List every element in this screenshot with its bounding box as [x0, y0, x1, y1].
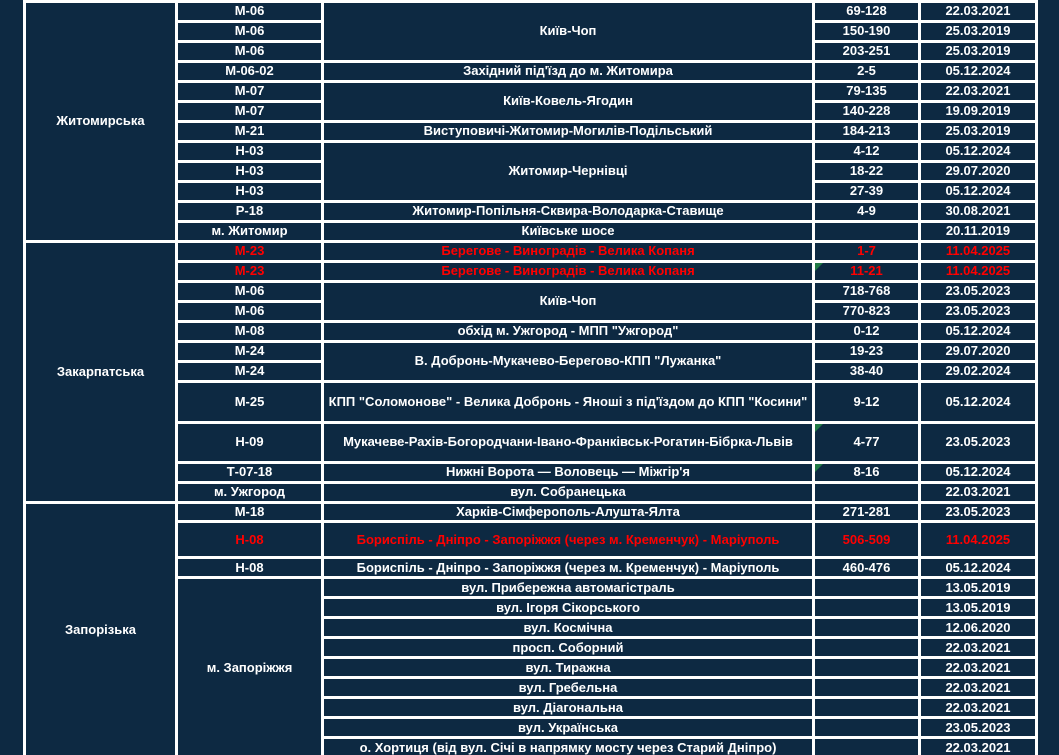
date-cell: 11.04.2025 — [920, 262, 1037, 282]
km-range-cell — [814, 618, 920, 638]
route-name-cell: Київ-Ковель-Ягодин — [323, 82, 814, 122]
km-range-value: 460-476 — [842, 559, 891, 575]
table-row — [25, 142, 1037, 162]
table-row — [25, 82, 1037, 102]
date-cell: 05.12.2024 — [920, 62, 1037, 82]
km-range-cell — [814, 638, 920, 658]
route-name-cell: вул. Гребельна — [323, 678, 814, 698]
table-row — [25, 483, 1037, 503]
date-cell: 22.03.2021 — [920, 638, 1037, 658]
km-range-value: 11-21 — [850, 263, 883, 279]
route-name-cell: Виступовичі-Житомир-Могилів-Подільський — [323, 122, 814, 142]
table-row — [25, 463, 1037, 483]
km-range-value: 140-228 — [842, 103, 891, 119]
road-code-cell: М-18 — [177, 503, 323, 522]
km-range-value: 718-768 — [842, 283, 891, 299]
km-range-value: 27-39 — [849, 183, 884, 199]
date-cell: 05.12.2024 — [920, 182, 1037, 202]
km-range-value: 19-23 — [849, 343, 884, 359]
date-cell: 05.12.2024 — [920, 322, 1037, 342]
route-name-cell: Берегове - Виноградів - Велика Копаня — [323, 242, 814, 262]
km-range-value: 9-12 — [853, 393, 880, 409]
road-code-cell: Н-08 — [177, 522, 323, 558]
route-name-cell: Берегове - Виноградів - Велика Копаня — [323, 262, 814, 282]
km-range-cell — [814, 122, 920, 142]
km-range-cell — [814, 362, 920, 382]
km-range-value: 150-190 — [842, 23, 891, 39]
table-body — [25, 2, 1037, 755]
date-cell: 13.05.2019 — [920, 578, 1037, 598]
table-row — [25, 282, 1037, 302]
route-name-cell: Харків-Сімферополь-Алушта-Ялта — [323, 503, 814, 522]
road-code-cell: М-23 — [177, 262, 323, 282]
table-row — [25, 242, 1037, 262]
km-range-value: 69-128 — [846, 3, 887, 19]
comment-flag-icon — [815, 263, 823, 271]
road-code-cell: М-24 — [177, 362, 323, 382]
route-name-cell: вул. Тиражна — [323, 658, 814, 678]
route-name-cell: Київ-Чоп — [323, 282, 814, 322]
table-row — [25, 262, 1037, 282]
road-code-cell: М-07 — [177, 82, 323, 102]
km-range-cell — [814, 242, 920, 262]
route-name-cell: вул. Прибережна автомагістраль — [323, 578, 814, 598]
km-range-cell — [814, 222, 920, 242]
km-range-cell — [814, 698, 920, 718]
road-code-cell: Н-08 — [177, 558, 323, 578]
km-range-cell — [814, 302, 920, 322]
km-range-cell — [814, 503, 920, 522]
km-range-cell — [814, 42, 920, 62]
date-cell: 29.02.2024 — [920, 362, 1037, 382]
date-cell: 22.03.2021 — [920, 698, 1037, 718]
region-cell: Запорізька — [25, 503, 177, 755]
region-cell: Житомирська — [25, 2, 177, 242]
route-name-cell: В. Добронь-Мукачево-Берегово-КПП "Лужанка" — [323, 342, 814, 382]
km-range-value: 2-5 — [857, 63, 876, 79]
road-code-cell: Р-18 — [177, 202, 323, 222]
km-range-cell — [814, 382, 920, 423]
date-cell: 25.03.2019 — [920, 22, 1037, 42]
km-range-value: 4-12 — [853, 143, 880, 159]
route-name-cell: вул. Космічна — [323, 618, 814, 638]
date-cell: 05.12.2024 — [920, 463, 1037, 483]
km-range-cell — [814, 598, 920, 618]
table-row — [25, 62, 1037, 82]
table-row — [25, 222, 1037, 242]
km-range-value: 1-7 — [857, 243, 876, 259]
table-row — [25, 423, 1037, 463]
date-cell: 05.12.2024 — [920, 142, 1037, 162]
km-range-value: 4-9 — [857, 203, 876, 219]
date-cell: 11.04.2025 — [920, 522, 1037, 558]
km-range-value: 38-40 — [849, 363, 884, 379]
km-range-cell — [814, 22, 920, 42]
road-code-cell: М-24 — [177, 342, 323, 362]
comment-flag-icon — [815, 464, 823, 472]
road-code-cell: Н-03 — [177, 182, 323, 202]
table-row — [25, 558, 1037, 578]
km-range-value: 0-12 — [853, 323, 880, 339]
route-name-cell: вул. Собранецька — [323, 483, 814, 503]
road-code-cell: М-25 — [177, 382, 323, 423]
route-name-cell: Бориспіль - Дніпро - Запоріжжя (через м. Кременчук) - Маріуполь — [323, 558, 814, 578]
km-range-cell — [814, 142, 920, 162]
road-repair-table — [23, 0, 1038, 755]
km-range-cell — [814, 578, 920, 598]
road-code-cell: М-06 — [177, 302, 323, 322]
km-range-value: 506-509 — [842, 531, 891, 547]
date-cell: 20.11.2019 — [920, 222, 1037, 242]
km-range-value: 4-77 — [853, 434, 880, 450]
km-range-value: 770-823 — [842, 303, 891, 319]
route-name-cell: Житомир-Чернівці — [323, 142, 814, 202]
date-cell: 30.08.2021 — [920, 202, 1037, 222]
road-code-cell: М-06 — [177, 42, 323, 62]
date-cell: 23.05.2023 — [920, 718, 1037, 738]
km-range-cell — [814, 62, 920, 82]
km-range-value: 184-213 — [842, 123, 891, 139]
table-row — [25, 522, 1037, 558]
km-range-cell — [814, 658, 920, 678]
table-row — [25, 2, 1037, 22]
km-range-cell — [814, 423, 920, 463]
km-range-value: 271-281 — [842, 504, 891, 519]
km-range-cell — [814, 558, 920, 578]
route-name-cell: Мукачеве-Рахів-Богородчани-Івано-Франківськ-Рогатин-Бібрка-Львів — [323, 423, 814, 463]
date-cell: 22.03.2021 — [920, 738, 1037, 755]
table-row — [25, 503, 1037, 522]
route-name-cell: вул. Діагональна — [323, 698, 814, 718]
date-cell: 22.03.2021 — [920, 678, 1037, 698]
table-row — [25, 122, 1037, 142]
km-range-value: 203-251 — [842, 43, 891, 59]
route-name-cell: Житомир-Попільня-Сквира-Володарка-Ставище — [323, 202, 814, 222]
date-cell: 23.05.2023 — [920, 282, 1037, 302]
km-range-cell — [814, 182, 920, 202]
date-cell: 22.03.2021 — [920, 82, 1037, 102]
road-code-cell: м. Ужгород — [177, 483, 323, 503]
road-code-cell: м. Житомир — [177, 222, 323, 242]
date-cell: 25.03.2019 — [920, 122, 1037, 142]
road-code-cell: М-23 — [177, 242, 323, 262]
route-name-cell: просп. Соборний — [323, 638, 814, 658]
table-row — [25, 382, 1037, 423]
comment-flag-icon — [815, 424, 823, 432]
date-cell: 29.07.2020 — [920, 342, 1037, 362]
km-range-cell — [814, 162, 920, 182]
km-range-cell — [814, 342, 920, 362]
km-range-cell — [814, 282, 920, 302]
date-cell: 12.06.2020 — [920, 618, 1037, 638]
date-cell: 22.03.2021 — [920, 2, 1037, 22]
date-cell: 05.12.2024 — [920, 382, 1037, 423]
route-name-cell: Київське шосе — [323, 222, 814, 242]
road-code-cell: Н-09 — [177, 423, 323, 463]
km-range-cell — [814, 678, 920, 698]
route-name-cell: вул. Українська — [323, 718, 814, 738]
route-name-cell: Західний під'їзд до м. Житомира — [323, 62, 814, 82]
road-code-cell: М-06 — [177, 282, 323, 302]
km-range-cell — [814, 483, 920, 503]
km-range-value: 18-22 — [849, 163, 884, 179]
road-code-cell: М-21 — [177, 122, 323, 142]
road-code-cell: Н-03 — [177, 162, 323, 182]
road-code-cell: М-07 — [177, 102, 323, 122]
route-name-cell: КПП "Соломонове" - Велика Добронь - Яноші з під'їздом до КПП "Косини" — [323, 382, 814, 423]
date-cell: 13.05.2019 — [920, 598, 1037, 618]
road-code-cell: М-06 — [177, 22, 323, 42]
table-row — [25, 322, 1037, 342]
table-row — [25, 578, 1037, 598]
km-range-cell — [814, 322, 920, 342]
route-name-cell: о. Хортиця (від вул. Січі в напрямку мосту через Старий Дніпро) — [323, 738, 814, 755]
route-name-cell: Нижні Ворота — Воловець — Міжгір'я — [323, 463, 814, 483]
road-code-cell: Т-07-18 — [177, 463, 323, 483]
date-cell: 25.03.2019 — [920, 42, 1037, 62]
road-code-cell: М-06-02 — [177, 62, 323, 82]
date-cell: 23.05.2023 — [920, 503, 1037, 522]
road-code-cell: М-08 — [177, 322, 323, 342]
date-cell: 23.05.2023 — [920, 302, 1037, 322]
route-name-cell: Бориспіль - Дніпро - Запоріжжя (через м. Кременчук) - Маріуполь — [323, 522, 814, 558]
km-range-cell — [814, 202, 920, 222]
date-cell: 22.03.2021 — [920, 658, 1037, 678]
date-cell: 05.12.2024 — [920, 558, 1037, 578]
km-range-cell — [814, 2, 920, 22]
km-range-cell — [814, 82, 920, 102]
km-range-cell — [814, 463, 920, 483]
route-name-cell: Київ-Чоп — [323, 2, 814, 62]
date-cell: 23.05.2023 — [920, 423, 1037, 463]
km-range-cell — [814, 102, 920, 122]
km-range-cell — [814, 522, 920, 558]
road-code-cell: М-06 — [177, 2, 323, 22]
table-row — [25, 342, 1037, 362]
route-name-cell: вул. Ігоря Сікорського — [323, 598, 814, 618]
table-row — [25, 202, 1037, 222]
date-cell: 19.09.2019 — [920, 102, 1037, 122]
date-cell: 22.03.2021 — [920, 483, 1037, 503]
date-cell: 11.04.2025 — [920, 242, 1037, 262]
km-range-cell — [814, 738, 920, 755]
route-name-cell: обхід м. Ужгород - МПП "Ужгород" — [323, 322, 814, 342]
date-cell: 29.07.2020 — [920, 162, 1037, 182]
road-code-cell: Н-03 — [177, 142, 323, 162]
km-range-value: 79-135 — [846, 83, 887, 99]
road-code-cell: м. Запоріжжя — [177, 578, 323, 755]
km-range-cell — [814, 718, 920, 738]
km-range-value: 8-16 — [853, 464, 880, 480]
km-range-cell — [814, 262, 920, 282]
region-cell: Закарпатська — [25, 242, 177, 503]
